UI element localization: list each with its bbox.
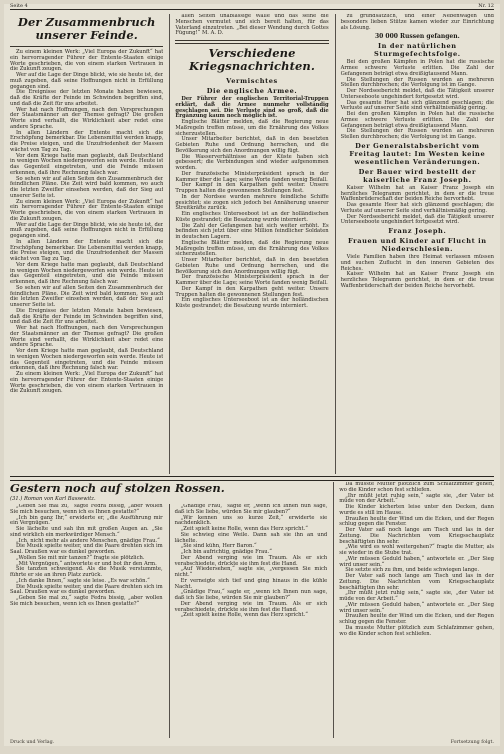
story-paragraph: „Ihr müßt jetzt ruhig sein,“ sagte sie, „der Vater ist müde von der Arbeit.“: [339, 492, 494, 505]
story-columns: [10, 504, 327, 738]
article-paragraph: Kaiser Wilhelm hat an Kaiser Franz Joseph ein herzliches Telegramm gerichtet, in dem er die treue Waffenbrüderschaft der beiden Reiche hervorhebt.: [340, 184, 494, 203]
article-paragraph: Unser Mitarbeiter berichtet, daß in den besetzten Gebieten Ruhe und Ordnung herrschen, und die Bevölkerung sich den Anordnungen willig fügt.: [175, 136, 329, 154]
section-title: 30 000 Russen gefangen.: [374, 33, 460, 41]
story-column-a: [10, 504, 163, 738]
article-paragraph: So sehen wir auf allen Seiten den Zusammenbruch der feindlichen Pläne. Die Zeit wird bald kommen, wo auch die letzten Zweifler einsehen werden, daß der Sieg auf unserer Seite ist.: [10, 175, 164, 199]
article-paragraph: Der Nordseebericht meldet, daß die Tätigkeit unserer Unterseeboote ungehindert fortgesetzt wird.: [340, 88, 494, 100]
article-paragraph: Bei den großen Kämpfen in Polen hat die russische Armee schwere Verluste erlitten. Die Zahl der Gefangenen beträgt etwa dreißigtausend Mann.: [340, 111, 494, 129]
story-paragraph: „Sie sind kühn, Herr Baron.“: [180, 543, 257, 550]
story-paragraph: Draußen heulte der Wind um die Ecken, und der Regen schlug gegen die Fenster.: [339, 515, 494, 528]
story-paragraph: Sie tanzten schweigend. Als die Musik verstummte, führte er sie an ihren Platz zurück.: [10, 566, 163, 578]
article-paragraph: Viele Familien haben ihre Heimat verlassen müssen und suchen Zuflucht in den inneren Gebieten des Reiches.: [340, 254, 494, 272]
article-paragraph: Englische Blätter melden, daß die Regierung neue Maßregeln treffen müsse, um die Ernährung des Volkes sicherzustellen.: [175, 239, 329, 258]
article-paragraph: Die Zahl der Gefangenen hat sich weiter erhöht. Es befinden sich jetzt über eine Million feindlicher Soldaten in deutschen Lagern.: [175, 222, 329, 240]
article-paragraph: Ein englisches Unterseeboot ist an der holländischen Küste gestrandet; die Besatzung wurde interniert.: [175, 297, 329, 309]
story-paragraph: „Wir müssen Geduld haben,“ antwortete er. „Der Sieg wird unser sein.“: [339, 555, 494, 568]
headline-col2: Verschiedene Kriegsnachrichten.: [188, 46, 315, 73]
upper-section: [10, 14, 494, 474]
story-paragraph: „Wir müssen Geduld haben,“ antwortete er. „Der Sieg wird unser sein.“: [339, 601, 494, 614]
story-byline: [10, 496, 327, 502]
lower-section: [10, 482, 494, 738]
article-paragraph: Das gesamte Heer hat sich glänzend geschlagen; die Verluste auf unserer Seite sind verhältnismäßig gering.: [340, 99, 494, 112]
article-paragraph: In der Nordsee wurden mehrere feindliche Schiffe gesichtet; sie zogen sich jedoch bei Annäherung unserer Streitkräfte zurück.: [175, 193, 329, 212]
article-paragraph: Englische Blätter melden, daß die Regierung neue Maßregeln treffen müsse, um die Ernährung des Volkes sicherzustellen.: [175, 119, 329, 137]
column-1: [10, 14, 163, 474]
article-paragraph: Ein englisches Unterseeboot ist an der holländischen Küste gestrandet; die Besatzung wurde interniert.: [175, 211, 329, 223]
story-paragraph: „Wie wird es wohl weitergehen?“ fragte die Mutter, als sie wieder in die Stube trat.: [339, 544, 494, 556]
story-paragraph: „Ich bin ganz Ihr,“ erwiderte er, „die Ausführung mir ein Vergnügen.“: [10, 514, 163, 527]
article-paragraph: So sehen wir auf allen Seiten den Zusammenbruch der feindlichen Pläne. Die Zeit wird bald kommen, wo auch die letzten Zweifler einsehen werden, daß der Sieg auf unserer Seite ist.: [10, 284, 164, 308]
footer-left: Druck und Verlag.: [10, 740, 55, 745]
newspaper-page: [4, 4, 500, 746]
story-paragraph: „Geben Sie mal zu,“ sagte Fedra bissig, „aber wollen Sie mich besuchen, wenn ich es Ihnen gestatte?“: [10, 504, 163, 515]
article-paragraph: Zu einem kleinen Werk: „Viel Europa der Zukunft“ hat ein hervorragender Führer der Entente-Staaten einige Worte geschrieben, die von einem starken Vertrauen in die Zukunft zeugen.: [10, 198, 164, 222]
story-number: (31.): [10, 496, 23, 502]
article-paragraph: Wer auf die Lage der Dinge blickt, wie sie heute ist, der muß zugeben, daß seine Hoffnungen nicht in Erfüllung gegangen sind.: [10, 72, 164, 90]
article-paragraph: Der französische Ministerpräsident sprach in der Kammer über die Lage; seine Worte fanden wenig Beifall.: [175, 274, 329, 286]
article-paragraph: Bei den großen Kämpfen in Polen hat die russische Armee schwere Verluste erlitten. Die Zahl der Gefangenen beträgt etwa dreißigtausend Mann.: [340, 59, 494, 77]
article-paragraph: Der Kampf in den Karpathen geht weiter. Unsere Truppen halten die gewonnenen Stellungen fest.: [175, 285, 329, 298]
header-right: Nr. 12: [478, 3, 494, 9]
article-paragraph: Die Ereignisse der letzten Monate haben bewiesen, daß die Kräfte der Feinde im Schwinden begriffen sind, und daß die Zeit für uns arbeitet.: [10, 89, 164, 107]
story-paragraph: „Zeit spielt keine Rolle, wenn das Herz spricht.“: [180, 612, 308, 619]
column-3: [335, 14, 494, 474]
story-paragraph: Sie schwieg eine Weile. Dann sah sie ihn an und lächelte.: [174, 531, 328, 544]
story-paragraph: „Ich, nicht mehr als andere Menschen, gnädige Frau.“: [16, 537, 160, 544]
story-paragraph: „Wir kennen uns so kurze Zeit,“ erwiderte sie nachdenklich.: [174, 514, 328, 527]
story-paragraph: Er verneigte sich tief und ging hinaus in die kühle Nacht.: [174, 577, 328, 590]
section-title: Franz Joseph.: [388, 227, 447, 235]
headline-col1: Der Zusammenbruch unserer Feinde.: [17, 15, 156, 42]
story-paragraph: Sie lächelte und sah ihn mit großen Augen an. „Sie sind wirklich ein merkwürdiger Mensch.“: [10, 526, 163, 538]
page-footer: [10, 740, 494, 745]
article-paragraph: Vor dem Kriege hatte man geglaubt, daß Deutschland in wenigen Wochen niedergeworfen sein werde. Heute ist das Gegenteil eingetreten, und die Feinde müssen erkennen, daß ihre Rechnung falsch war.: [10, 152, 164, 176]
story-paragraph: Der Abend verging wie im Traum. Als er sich verabschiedete, drückte sie ihm fest die Hand.: [174, 600, 328, 613]
article-paragraph: Zu einem kleinen Werk: „Viel Europa der Zukunft“ hat ein hervorragender Führer der Entente-Staaten einige Worte geschrieben, die von einem starken Vertrauen in die Zukunft zeugen.: [10, 49, 164, 73]
story-author: Roman von Karl Bassewitz.: [23, 496, 96, 502]
story-paragraph: „Geben Sie mal zu,“ sagte Fedra bissig, „aber wollen Sie mich besuchen, wenn ich es Ihnen gestatte?“: [10, 595, 163, 607]
section-title: Der Generalstabsbericht vom Freitag lautet: Im Westen keine wesentlichen Veränderungen.: [349, 141, 486, 166]
subhead: Vermischtes: [226, 77, 278, 85]
article-paragraph: Der Führer der englischen Territorial-Truppen erklärt, daß die Armee nunmehr vollständig geschlagen sei. Die Verluste sind so groß, daß die Ergänzung kaum noch möglich ist.: [175, 96, 329, 120]
article-paragraph: Vor dem Kriege hatte man geglaubt, daß Deutschland in wenigen Wochen niedergeworfen sein werde. Heute ist das Gegenteil eingetreten, und die Feinde müssen erkennen, daß ihre Rechnung falsch war.: [10, 348, 164, 372]
story-paragraph: Da musste Mutter plötzlich zum Schlafzimmer gehen, wo die Kinder schon fest schliefen.: [339, 482, 494, 493]
article-paragraph: Das gesamte Heer hat sich glänzend geschlagen; die Verluste auf unserer Seite sind verhältnismäßig gering.: [340, 202, 494, 214]
section-divider: [175, 40, 328, 44]
story-paragraph: „Ich danke Ihnen,“ sagte sie leise. „Es war schön.“: [16, 577, 150, 584]
story-paragraph: Die Kinder kicherten leise unter den Decken, dann wurde es still im Hause.: [339, 504, 494, 516]
story-title: Gestern noch auf stolzen Rossen.: [10, 481, 225, 495]
story-paragraph: Der Vater saß noch lange am Tisch und las in der Zeitung. Die Nachrichten vom Kriegsschauplatz beschäftigten ihn sehr.: [339, 527, 494, 545]
header-left: Seite 4: [10, 3, 28, 9]
story-paragraph: „Zeit spielt keine Rolle, wenn das Herz spricht.“: [180, 526, 308, 532]
story-paragraph: „Gnädige Frau,“ sagte er, „wenn ich Ihnen nun sage, daß ich Sie liebe, würden Sie mir glauben?“: [174, 504, 328, 515]
article-paragraph: Die Ereignisse der letzten Monate haben bewiesen, daß die Kräfte der Feinde im Schwinden begriffen sind, und daß die Zeit für uns arbeitet.: [10, 307, 164, 326]
article-paragraph: In allen Ländern der Entente macht sich die Erschöpfung bemerkbar. Die Lebensmittel werden knapp, die Preise steigen, und die Unzufriedenheit der Massen wächst von Tag zu Tag.: [10, 129, 164, 153]
article-paragraph: Wer hat nach Hoffnungen, nach den Versprechungen der Staatsmänner an der Themse gefragt? Die großen Worte sind verhallt, die Wirklichkeit aber redet eine andere Sprache.: [10, 325, 164, 349]
story-paragraph: „Auf Wiedersehen,“ sagte sie, „vergessen Sie mich nicht.“: [174, 566, 328, 578]
story-paragraph: Die Musik spielte weiter, und die Paare drehten sich im Saal. Draußen war es dunkel geworden.: [10, 543, 163, 555]
story-paragraph: Sie setzte sich zu ihm, und beide schwiegen lange.: [345, 567, 480, 574]
story-paragraph: „Ihr müßt jetzt ruhig sein,“ sagte sie, „der Vater ist müde von der Arbeit.“: [339, 590, 494, 602]
section-title: Frauen und Kinder auf Flucht in Niederschlesien.: [347, 237, 487, 253]
article-paragraph: Unser Mitarbeiter berichtet, daß in den besetzten Gebieten Ruhe und Ordnung herrschen, und die Bevölkerung sich den Anordnungen willig fügt.: [175, 257, 329, 275]
article-paragraph: Die Stellungen der Russen wurden an mehreren Stellen durchbrochen; die Verfolgung ist im Gange.: [340, 128, 494, 140]
story-paragraph: „Mit Vergnügen,“ antwortete er und bot ihr den Arm.: [16, 560, 157, 567]
story-paragraph: Die Musik spielte weiter, und die Paare drehten sich im Saal. Draußen war es dunkel geworden.: [10, 583, 163, 596]
article-paragraph: Der französische Ministerpräsident sprach in der Kammer über die Lage; seine Worte fanden wenig Beifall.: [175, 170, 329, 183]
article-paragraph: Zu einem kleinen Werk: „Viel Europa der Zukunft“ hat ein hervorragender Führer der Entente-Staaten einige Worte geschrieben, die von einem starken Vertrauen in die Zukunft zeugen.: [10, 371, 164, 395]
article-paragraph: Wer auf die Lage der Dinge blickt, wie sie heute ist, der muß zugeben, daß seine Hoffnungen nicht in Erfüllung gegangen sind.: [10, 221, 164, 239]
column-2: [169, 14, 328, 474]
article-paragraph: Vor dem Kriege hatte man geglaubt, daß Deutschland in wenigen Wochen niedergeworfen sein werde. Heute ist das Gegenteil eingetreten, und die Feinde müssen erkennen, daß ihre Rechnung falsch war.: [10, 261, 164, 285]
article-paragraph: In allen Ländern der Entente macht sich die Erschöpfung bemerkbar. Die Lebensmittel werden knapp, die Preise steigen, und die Unzufriedenheit der Massen wächst von Tag zu Tag.: [10, 238, 164, 262]
article-paragraph: Der Kampf in den Karpathen geht weiter. Unsere Truppen halten die gewonnenen Stellungen fest.: [175, 182, 329, 194]
article-paragraph: zu grundsätzlich, und einer Nebenwagen und besonders lieben Stütze kamen wieder zur Einrichtung als Lösung.: [340, 14, 494, 31]
article-paragraph: Die Wasserverhältnisse an der Küste haben sich gebessert; die Verbindungen sind wieder aufgenommen worden.: [175, 153, 329, 171]
story-paragraph: Draußen heulte der Wind um die Ecken, und der Regen schlug gegen die Fenster.: [339, 613, 494, 625]
section-title: Der Bauer wird bestellt der kaiserliche Franz Joseph.: [358, 167, 477, 184]
story-column-c: [333, 482, 494, 738]
headline-divider: [10, 46, 163, 47]
story-paragraph: „Gnädige Frau,“ sagte er, „wenn ich Ihnen nun sage, daß ich Sie liebe, würden Sie mir glauben?“: [174, 589, 328, 601]
article-paragraph: Die Stellungen der Russen wurden an mehreren Stellen durchbrochen; die Verfolgung ist im Gange.: [340, 76, 494, 89]
section-title: Die englische Armee.: [206, 87, 298, 95]
article-paragraph: Wer hat nach Hoffnungen, nach den Versprechungen der Staatsmänner an der Themse gefragt? Die großen Worte sind verhallt, die Wirklichkeit aber redet eine andere Sprache.: [10, 106, 164, 130]
story-paragraph: „Wollen Sie mit mir tanzen?“ fragte sie plötzlich.: [16, 554, 145, 561]
article-paragraph: Kaiser Wilhelm hat an Kaiser Franz Joseph ein herzliches Telegramm gerichtet, in dem er die treue Waffenbrüderschaft der beiden Reiche hervorhebt.: [340, 271, 494, 289]
story-paragraph: Der Abend verging wie im Traum. Als er sich verabschiedete, drückte sie ihm fest die Hand.: [174, 554, 328, 567]
serial-story: [10, 482, 327, 738]
top-rule: [10, 4, 494, 10]
story-paragraph: Da musste Mutter plötzlich zum Schlafzimmer gehen, wo die Kinder schon fest schliefen.: [339, 624, 494, 637]
story-column-b: [169, 504, 328, 738]
story-paragraph: „Ich bin aufrichtig, gnädige Frau.“: [180, 549, 272, 555]
article-paragraph: allen Seiten unablässige Wälle und das seine die Menschen vermutet und sich bereit halten, für das Vaterland einzutreten. „Bei dieser Wendung durch Gottes Fügung!“ M. A. D.: [175, 14, 329, 37]
story-paragraph: Der Vater saß noch lange am Tisch und las in der Zeitung. Die Nachrichten vom Kriegsschauplatz beschäftigten ihn sehr.: [339, 573, 494, 591]
section-title: In der natürlichen Sturmgefechtsfolge.: [373, 42, 461, 59]
article-paragraph: Der Nordseebericht meldet, daß die Tätigkeit unserer Unterseeboote ungehindert fortgesetzt wird.: [340, 213, 494, 226]
footer-right: Fortsetzung folgt.: [450, 740, 494, 745]
